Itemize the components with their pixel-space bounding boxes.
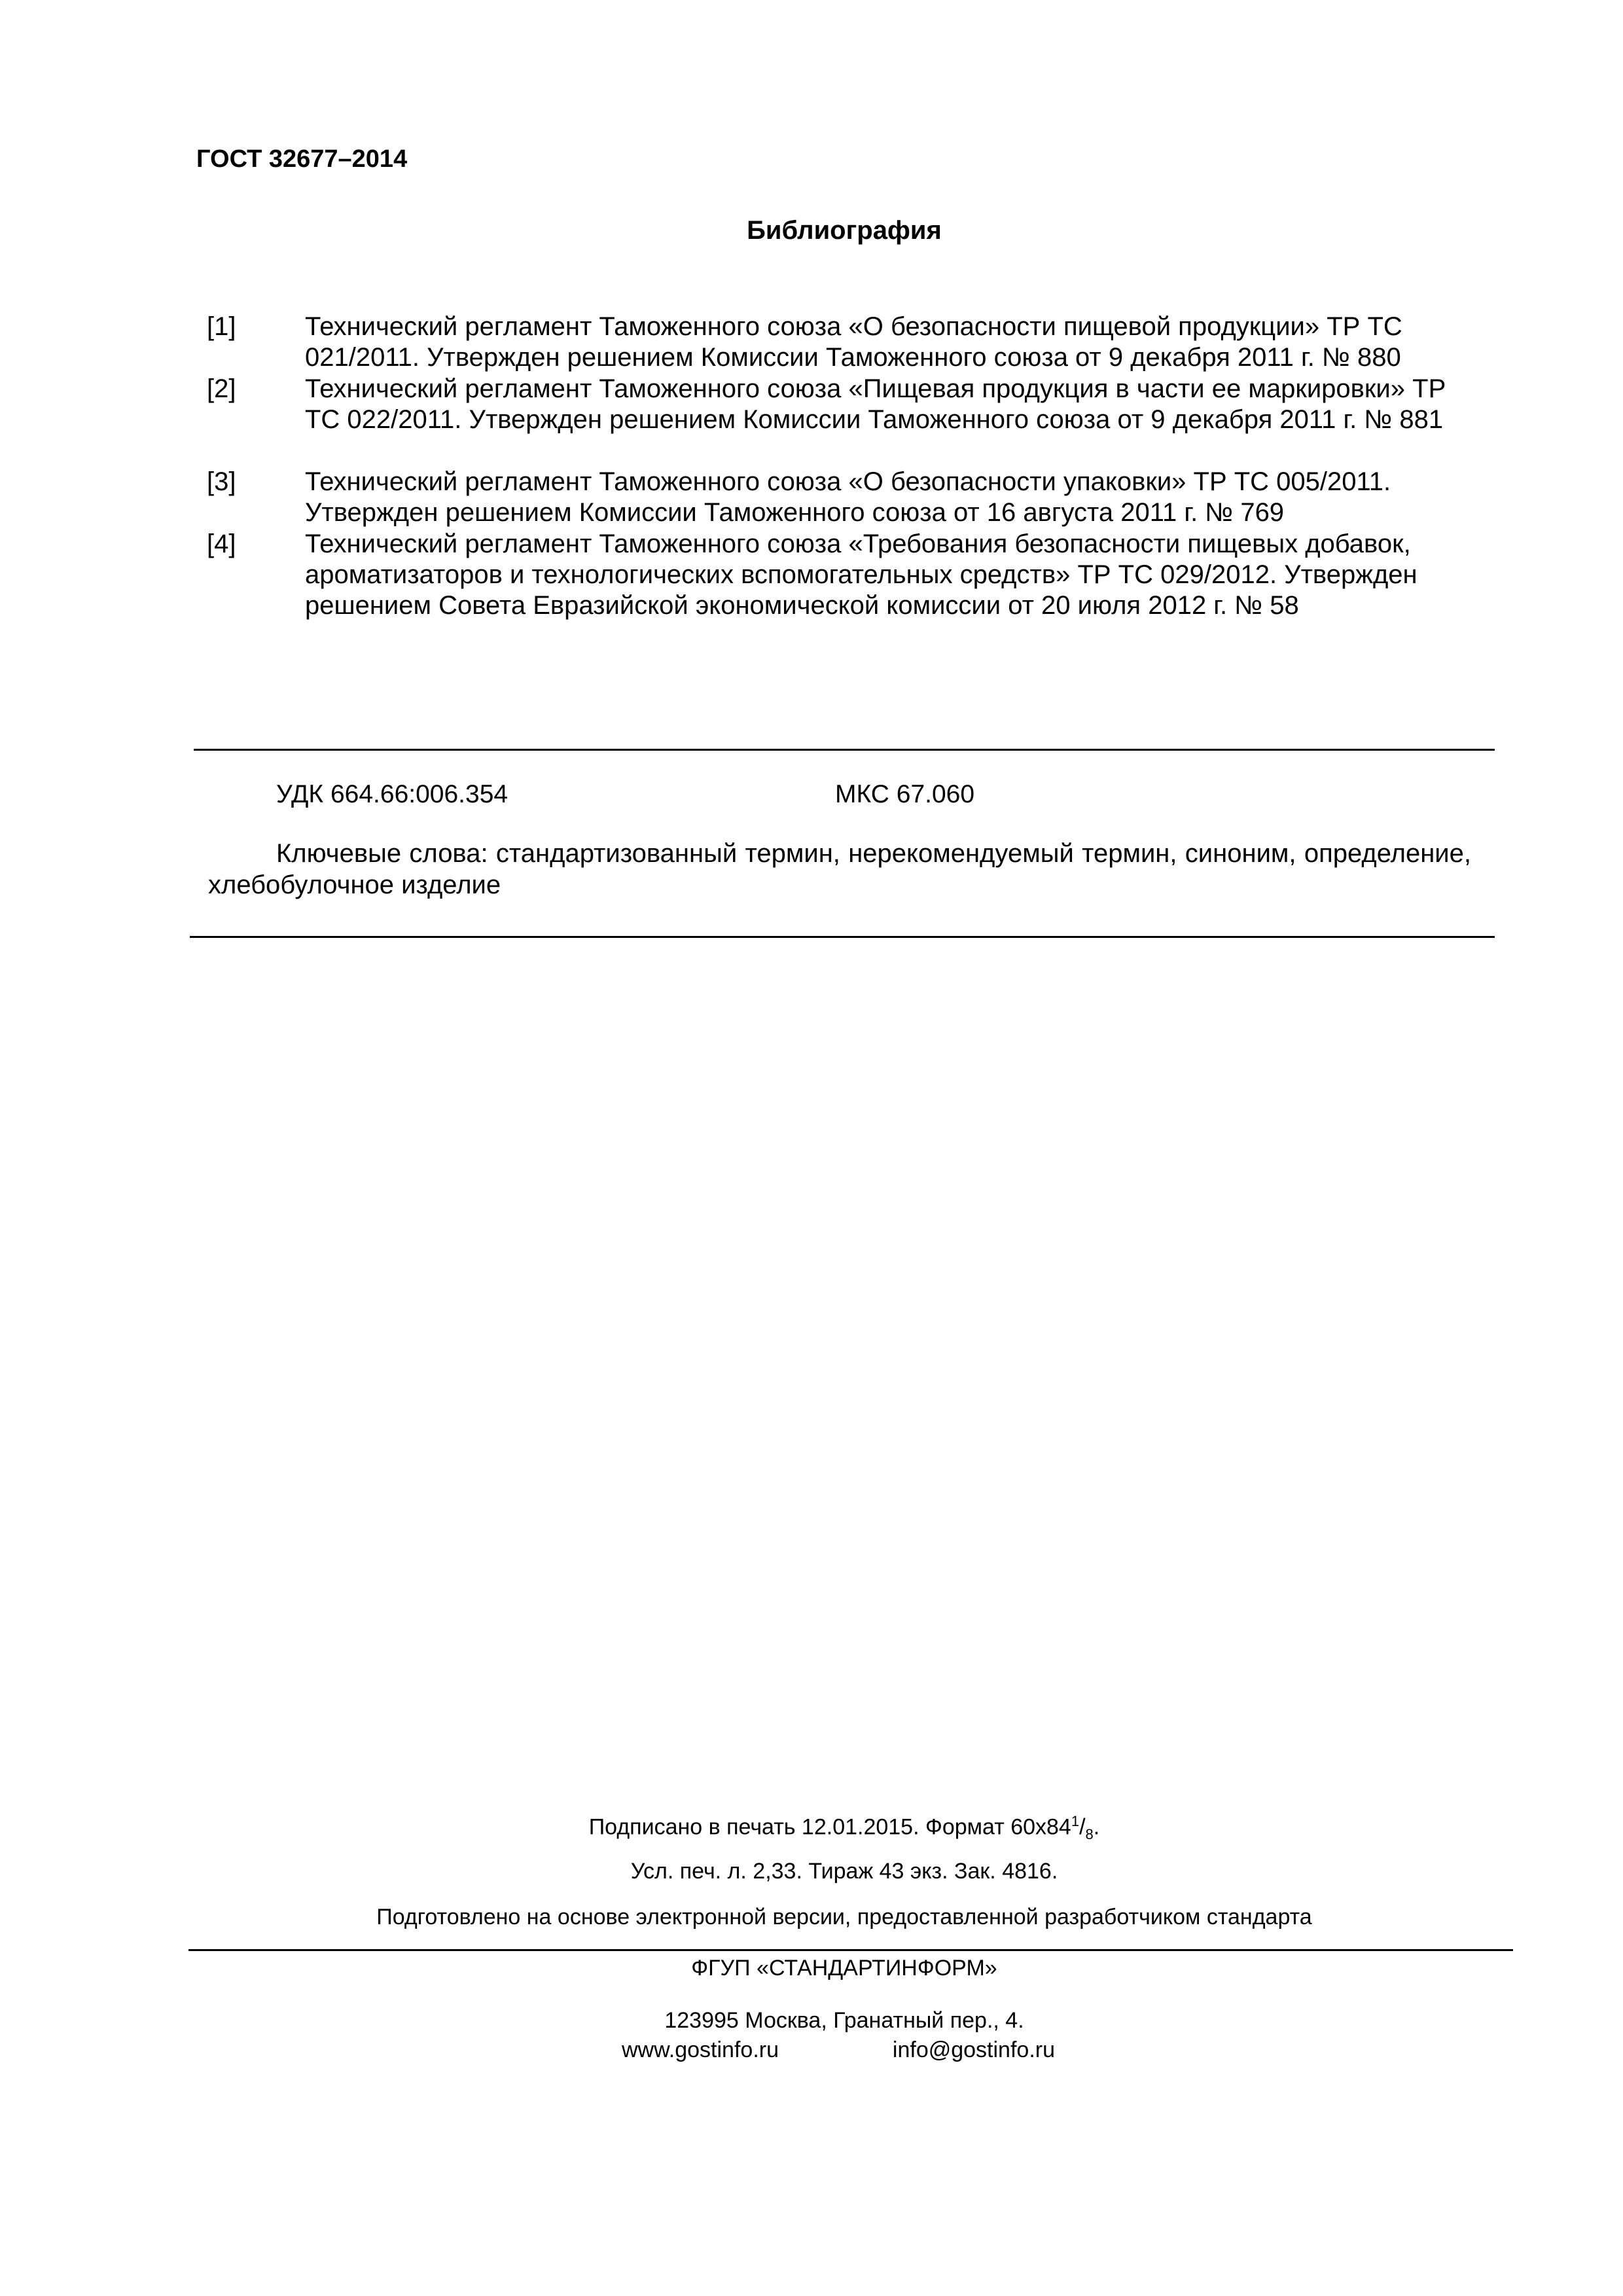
entry-number: [3]: [207, 467, 236, 496]
divider-top: [194, 749, 1495, 751]
keywords: Ключевые слова: стандартизованный термин, нерекомендуемый термин, синоним, определение, хлебобулочное изделие: [208, 839, 1471, 899]
bibliography-entry: [207, 312, 1483, 373]
entry-number: [4]: [207, 529, 236, 558]
format-superscript: 1: [1071, 1813, 1080, 1829]
entry-text: Технический регламент Таможенного союза «Требования безопасности пищевых добавок, ароматизаторов и технологических вспомогательных средств» ТР ТС 029/2012. Утвержден решением Совета Евразийской экономической комиссии от 20 июля 2012 г. № 58: [305, 529, 1418, 620]
format-end: .: [1093, 1814, 1100, 1840]
udk-code: УДК 664.66:006.354: [276, 780, 508, 808]
imprint-divider: [188, 1949, 1513, 1951]
mks-code: МКС 67.060: [835, 780, 975, 808]
contacts-row: [622, 2037, 1055, 2063]
signed-text: Подписано в печать 12.01.2015. Формат 60x84: [588, 1814, 1071, 1840]
entry-number: [1]: [207, 312, 236, 341]
website-link[interactable]: www.gostinfo.ru: [622, 2037, 779, 2062]
print-info: Усл. печ. л. 2,33. Тираж 43 экз. Зак. 4816.: [630, 1859, 1058, 1884]
entry-number: [2]: [207, 374, 236, 403]
email-link[interactable]: info@gostinfo.ru: [892, 2037, 1055, 2062]
divider-bottom: [190, 936, 1495, 938]
bibliography-entry: [207, 467, 1483, 528]
prepared-note: Подготовлено на основе электронной версии, предоставленной разработчиком стандарта: [376, 1905, 1312, 1929]
bibliography-entry: [207, 374, 1483, 435]
entry-text: Технический регламент Таможенного союза «О безопасности пищевой продукции» ТР ТС 021/2011. Утвержден решением Комиссии Таможенного союза от 9 декабря 2011 г. № 880: [305, 312, 1402, 372]
bibliography-title: Библиография: [747, 216, 942, 245]
entry-text: Технический регламент Таможенного союза «О безопасности упаковки» ТР ТС 005/2011. Утвержден решением Комиссии Таможенного союза от 16 августа 2011 г. № 769: [305, 467, 1391, 527]
document-code: ГОСТ 32677–2014: [196, 145, 408, 173]
bibliography-entry: [207, 529, 1483, 621]
entry-text: Технический регламент Таможенного союза «Пищевая продукция в части ее маркировки» ТР ТС 022/2011. Утвержден решением Комиссии Таможенного союза от 9 декабря 2011 г. № 881: [305, 374, 1446, 434]
address: 123995 Москва, Гранатный пер., 4.: [664, 2008, 1024, 2033]
format-subscript: 8: [1085, 1826, 1094, 1843]
publisher: ФГУП «СТАНДАРТИНФОРМ»: [691, 1956, 997, 1981]
signed-for-print: Подписано в печать 12.01.2015. Формат $60x84^1/_8$.: [588, 1813, 1100, 1843]
